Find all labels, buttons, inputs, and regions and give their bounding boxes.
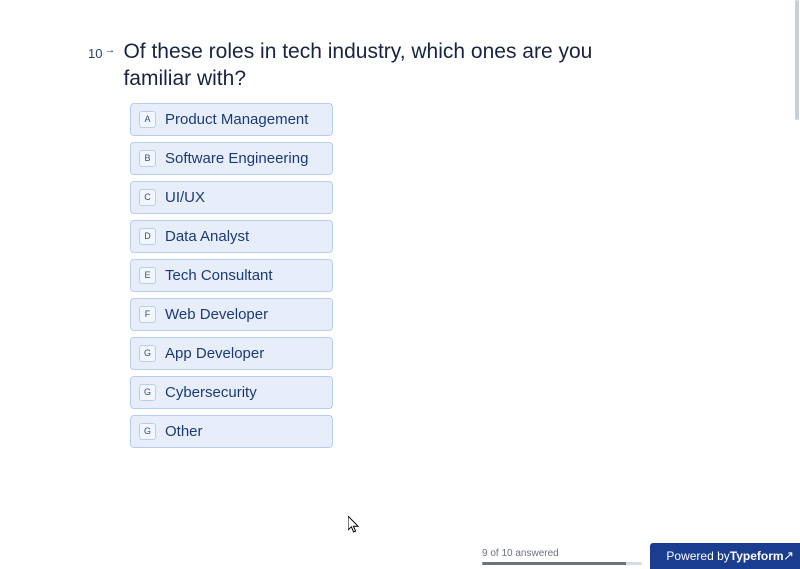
brand-name: Typeform: [729, 549, 784, 563]
choice-label: Tech Consultant: [165, 267, 273, 284]
choice-key-badge: F: [139, 306, 156, 323]
question-header: [88, 38, 648, 92]
choice-list: [130, 103, 333, 454]
page-title: Of these roles in tech industry, which ones are you familiar with?: [123, 40, 593, 90]
choice-key-badge: D: [139, 228, 156, 245]
choice-key-badge: G: [139, 384, 156, 401]
choice-key-badge: B: [139, 150, 156, 167]
choice-label: App Developer: [165, 345, 265, 362]
choice-label: Product Management: [165, 111, 309, 128]
choice-key-badge: C: [139, 189, 156, 206]
scrollbar-thumb[interactable]: [795, 0, 799, 120]
mouse-pointer-icon: [348, 516, 360, 534]
list-item[interactable]: [130, 142, 333, 175]
list-item[interactable]: [130, 220, 333, 253]
arrow-right-icon: →: [104, 44, 116, 56]
question-number: 10: [88, 46, 103, 61]
choice-label: UI/UX: [165, 189, 206, 206]
choice-label: Data Analyst: [165, 228, 250, 245]
choice-label: Web Developer: [165, 306, 269, 323]
list-item[interactable]: [130, 337, 333, 370]
choice-label: Cybersecurity: [165, 384, 257, 401]
brand-prefix: Powered by: [666, 549, 730, 563]
list-item[interactable]: [130, 103, 333, 136]
choice-key-badge: A: [139, 111, 156, 128]
page-scrollbar[interactable]: [794, 0, 800, 569]
list-item[interactable]: [130, 181, 333, 214]
powered-by-typeform-button[interactable]: [650, 543, 800, 569]
chevron-up-right-icon: ↗: [783, 548, 794, 563]
list-item[interactable]: [130, 376, 333, 409]
choice-label: Other: [165, 423, 203, 440]
choice-key-badge: G: [139, 345, 156, 362]
progress-label: 9 of 10 answered: [482, 548, 559, 559]
choice-key-badge: G: [139, 423, 156, 440]
progress-fill: [482, 562, 626, 565]
progress-indicator: [482, 548, 642, 565]
progress-track: [482, 562, 642, 565]
list-item[interactable]: [130, 259, 333, 292]
list-item[interactable]: [130, 298, 333, 331]
choice-label: Software Engineering: [165, 150, 309, 167]
choice-key-badge: E: [139, 267, 156, 284]
list-item[interactable]: [130, 415, 333, 448]
